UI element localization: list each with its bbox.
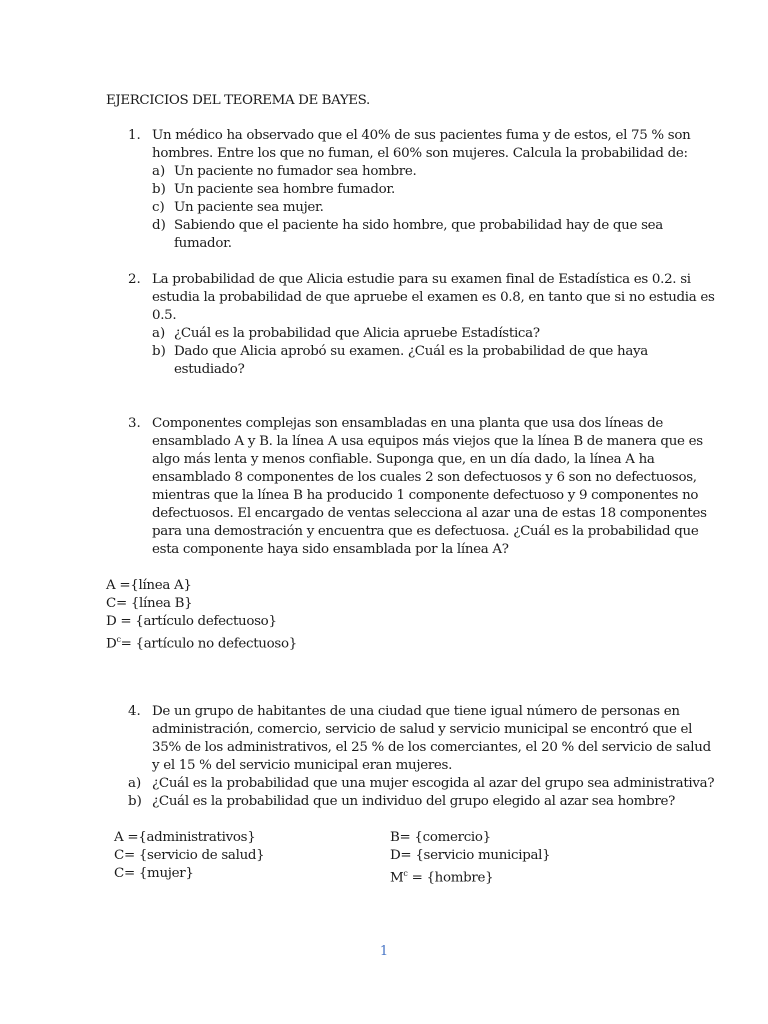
event-symbol: C=: [106, 596, 127, 611]
event-definition: [390, 865, 493, 887]
question-text-line: Componentes complejas son ensambladas en una planta que usa dos líneas de: [152, 416, 664, 431]
event-definition: [114, 865, 194, 883]
event-value: = {hombre}: [407, 870, 494, 886]
item-label: a): [152, 326, 166, 341]
item-text: Un paciente no fumador sea hombre.: [174, 164, 417, 179]
item-text: estudiado?: [174, 362, 245, 377]
question-number: 3.: [128, 416, 141, 431]
event-value: = {artículo no defectuoso}: [120, 636, 297, 652]
item-label: b): [128, 794, 142, 809]
question-text-line: ensamblado 8 componentes de los cuales 2 son defectuosos y 6 son no defectuosos,: [152, 470, 697, 485]
question-number: 2.: [128, 272, 141, 287]
question-text-line: hombres. Entre los que no fuman, el 60% son mujeres. Calcula la probabilidad de:: [152, 146, 688, 161]
question-text-line: defectuosos. El encargado de ventas selecciona al azar una de estas 18 componentes: [152, 506, 707, 521]
event-value: {artículo defectuoso}: [131, 614, 277, 629]
event-symbol: A =: [114, 830, 139, 845]
event-value: {administrativos}: [138, 830, 256, 845]
document-title: EJERCICIOS DEL TEOREMA DE BAYES.: [106, 93, 370, 108]
question-text-line: ensamblado A y B. la línea A usa equipos más viejos que la línea B de manera que es: [152, 434, 703, 449]
item-label: c): [152, 200, 165, 215]
event-value: {comercio}: [410, 830, 491, 845]
question-number: 1.: [128, 128, 141, 143]
event-value: {línea A}: [130, 578, 192, 593]
complement-superscript: c: [403, 869, 408, 878]
question-text-line: 35% de los administrativos, el 25 % de los comerciantes, el 20 % del servicio de salud: [152, 740, 711, 755]
page-number: 1: [379, 944, 389, 959]
event-symbol: A =: [106, 578, 131, 593]
item-label: a): [152, 164, 166, 179]
question-text-line: De un grupo de habitantes de una ciudad que tiene igual número de personas en: [152, 704, 680, 719]
question-text-line: Un médico ha observado que el 40% de sus pacientes fuma y de estos, el 75 % son: [152, 128, 691, 143]
event-definition: [390, 847, 550, 865]
question-text-line: administración, comercio, servicio de salud y servicio municipal se encontró que el: [152, 722, 693, 737]
question-number: 4.: [128, 704, 141, 719]
event-definition: [114, 847, 264, 865]
question-text-line: esta componente haya sido ensamblada por la línea A?: [152, 542, 509, 557]
event-symbol: D =: [106, 614, 132, 629]
event-symbol: C=: [114, 866, 135, 881]
event-value: {servicio municipal}: [411, 848, 551, 863]
event-definition: [114, 829, 255, 847]
event-symbol: C=: [114, 848, 135, 863]
item-label: d): [152, 218, 166, 233]
question-text-line: para una demostración y encuentra que es defectuosa. ¿Cuál es la probabilidad que: [152, 524, 699, 539]
event-symbol: B=: [390, 830, 411, 845]
question-text-line: y el 15 % del servicio municipal eran mujeres.: [152, 758, 453, 773]
event-value: {servicio de salud}: [134, 848, 265, 863]
complement-superscript: c: [116, 635, 121, 644]
event-definition: [106, 595, 192, 613]
item-text: Un paciente sea mujer.: [174, 200, 324, 215]
question-text-line: algo más lenta y menos confiable. Suponga que, en un día dado, la línea A ha: [152, 452, 655, 467]
item-label: b): [152, 182, 166, 197]
question-text-line: estudia la probabilidad de que apruebe el examen es 0.8, en tanto que si no estudia es: [152, 290, 715, 305]
event-definition: [106, 613, 277, 631]
event-symbol: D: [106, 636, 117, 652]
question-text-line: La probabilidad de que Alicia estudie para su examen final de Estadística es 0.2. si: [152, 272, 691, 287]
event-value: {mujer}: [134, 866, 194, 881]
question-text-line: mientras que la línea B ha producido 1 componente defectuoso y 9 componentes no: [152, 488, 699, 503]
event-symbol: D=: [390, 848, 412, 863]
item-text: Un paciente sea hombre fumador.: [174, 182, 395, 197]
event-definition: [106, 631, 297, 653]
item-text: Dado que Alicia aprobó su examen. ¿Cuál es la probabilidad de que haya: [174, 344, 648, 359]
event-definition: [106, 577, 192, 595]
item-text: fumador.: [174, 236, 232, 251]
item-text: ¿Cuál es la probabilidad que un individuo del grupo elegido al azar sea hombre?: [152, 794, 675, 809]
event-symbol: M: [390, 870, 404, 886]
item-label: b): [152, 344, 166, 359]
item-text: ¿Cuál es la probabilidad que una mujer escogida al azar del grupo sea administrativa?: [152, 776, 715, 791]
event-definition: [390, 829, 491, 847]
event-value: {línea B}: [126, 596, 193, 611]
question-text-line: 0.5.: [152, 308, 177, 323]
item-label: a): [128, 776, 142, 791]
item-text: ¿Cuál es la probabilidad que Alicia apruebe Estadística?: [174, 326, 540, 341]
item-text: Sabiendo que el paciente ha sido hombre, que probabilidad hay de que sea: [174, 218, 663, 233]
